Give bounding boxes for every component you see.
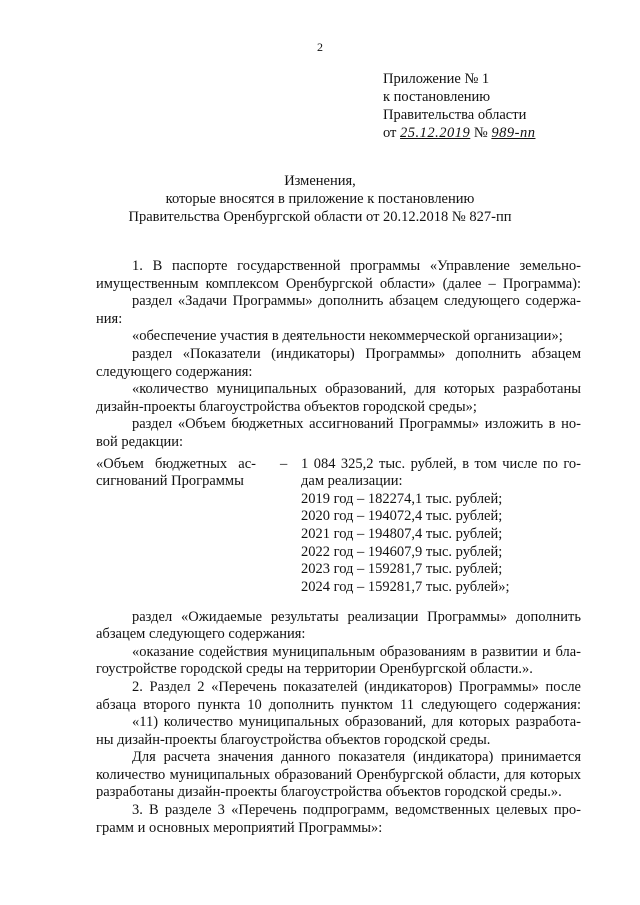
title-line-1: Изменения,	[284, 173, 356, 189]
budget-year-row: 2022 год – 194607,9 тыс. рублей;	[301, 543, 503, 560]
paragraph-line: «обеспечение участия в деятельности некоммерческой организации»;	[132, 328, 563, 345]
budget-year-row: 2021 год – 194807,4 тыс. рублей;	[301, 525, 503, 542]
budget-table	[96, 456, 581, 606]
paragraph-line: 3. В разделе 3 «Перечень подпрограмм, ведомственных целевых про-	[132, 802, 581, 819]
paragraph-line: «11) количество муниципальных образований, для которых разработа-	[132, 714, 581, 731]
budget-year-row: 2020 год – 194072,4 тыс. рублей;	[301, 508, 503, 525]
annex-title: Приложение № 1	[383, 71, 490, 87]
annex-date-line	[383, 124, 535, 142]
budget-label-line: «Объем бюджетных ас-	[96, 455, 256, 472]
paragraph-line: абзацем следующего содержания:	[96, 626, 306, 643]
budget-label	[96, 456, 256, 491]
budget-total-line: 1 084 325,2 тыс. рублей, в том числе по го-	[301, 455, 581, 472]
paragraph-line: раздел «Задачи Программы» дополнить абзацем следующего содержа-	[132, 293, 581, 310]
annex-block	[383, 70, 535, 142]
paragraph-line: количество муниципальных образований Оренбургской области, для которых	[96, 766, 581, 783]
number-prefix: №	[473, 125, 488, 141]
document-title	[0, 172, 640, 226]
paragraph-line: раздел «Показатели (индикаторы) Программы» дополнить абзацем	[132, 345, 581, 362]
paragraph-line: раздел «Объем бюджетных ассигнований Программы» изложить в но-	[132, 416, 581, 433]
title-line-3: Правительства Оренбургской области от 20.12.2018 № 827-пп	[128, 209, 512, 225]
paragraph-line: вой редакции:	[96, 433, 184, 450]
date-value: 25.12.2019	[400, 125, 471, 141]
paragraph-line: раздел «Ожидаемые результаты реализации Программы» дополнить	[132, 608, 581, 625]
number-value: 989-пп	[491, 125, 536, 141]
paragraph-line: разработаны дизайн-проекты благоустройства объектов городской среды.».	[96, 784, 562, 801]
results-section	[96, 609, 581, 679]
paragraph-line: ны дизайн-проекты благоустройства объектов городской среды.	[96, 731, 491, 748]
budget-dash: –	[280, 455, 288, 472]
budget-year-row: 2024 год – 159281,7 тыс. рублей»;	[301, 578, 510, 595]
budget-year-row: 2023 год – 159281,7 тыс. рублей;	[301, 561, 503, 578]
paragraph-line: 1. В паспорте государственной программы «Управление земельно-	[132, 258, 581, 274]
paragraph-line: «оказание содействия муниципальным образованиям в развитии и бла-	[132, 643, 581, 660]
paragraph-line: абзаца второго пункта 10 дополнить пунктом 11 следующего содержания:	[96, 696, 581, 713]
paragraph-line: 2. Раздел 2 «Перечень показателей (индикаторов) Программы» после	[132, 678, 581, 695]
document-body	[96, 258, 581, 837]
budget-year-row: 2019 год – 182274,1 тыс. рублей;	[301, 490, 503, 507]
budget-label-line: сигнований Программы	[96, 473, 244, 490]
paragraph-line: Для расчета значения данного показателя (индикатора) принимается	[132, 749, 581, 766]
paragraph-line: гоустройстве городской среды на территории Оренбургской области.».	[96, 661, 533, 678]
paragraph-line: имущественным комплексом Оренбургской области» (далее – Программа):	[96, 275, 581, 292]
annex-line-3: Правительства области	[383, 107, 527, 123]
item-1	[96, 258, 581, 452]
date-prefix: от	[383, 125, 397, 141]
annex-line-2: к постановлению	[383, 89, 491, 105]
paragraph-line: дизайн-проекты благоустройства объектов городской среды»;	[96, 398, 477, 415]
paragraph-line: «количество муниципальных образований, для которых разработаны	[132, 381, 581, 398]
item-3	[96, 802, 581, 837]
paragraph-line: следующего содержания:	[96, 363, 253, 380]
title-line-2: которые вносятся в приложение к постановлению	[165, 191, 475, 207]
paragraph-line: ния:	[96, 310, 123, 327]
budget-values	[301, 456, 581, 597]
page-number: 2	[317, 40, 323, 54]
paragraph-line: грамм и основных мероприятий Программы»:	[96, 819, 383, 836]
budget-total-line: дам реализации:	[301, 473, 403, 490]
item-2	[96, 679, 581, 802]
